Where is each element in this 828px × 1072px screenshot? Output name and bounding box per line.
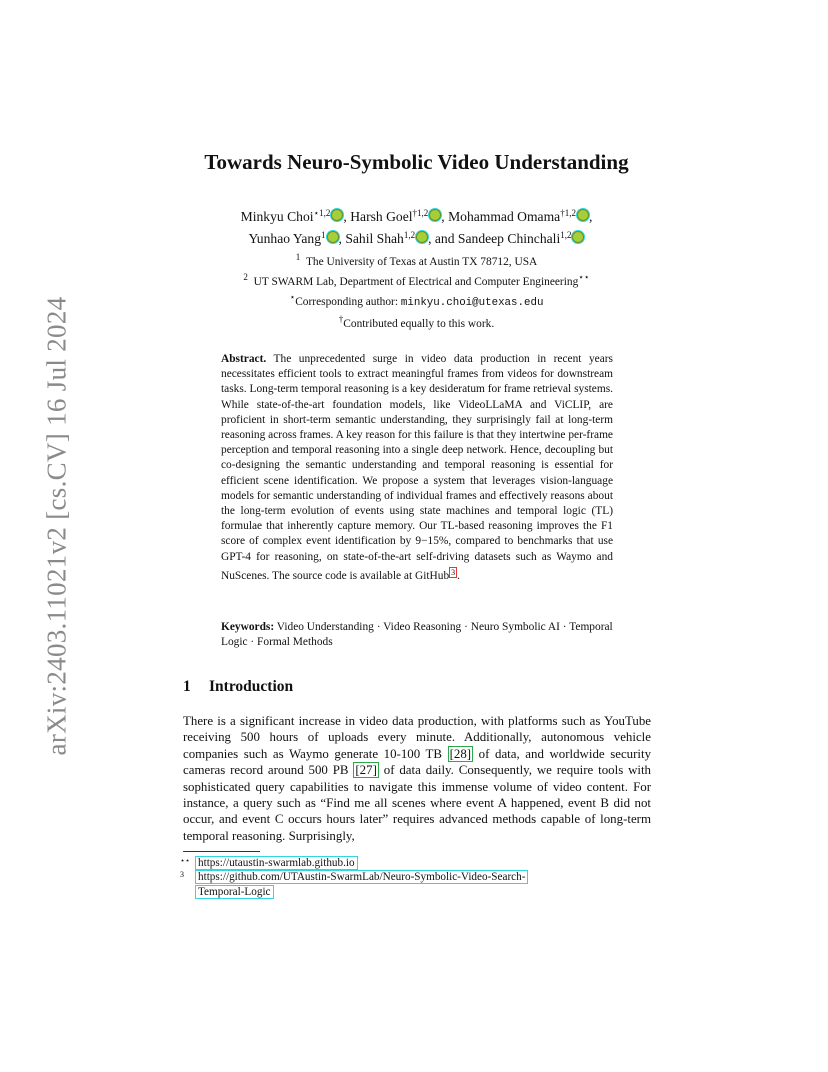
author-separator: , and: [428, 231, 458, 246]
abstract-label: Abstract.: [221, 353, 267, 365]
author-separator: ,: [441, 209, 449, 224]
author-list: [150, 204, 683, 248]
affiliations: [150, 250, 683, 332]
footnote-divider: [183, 851, 260, 852]
footnote-3-continued: [183, 885, 651, 899]
author-separator: ,: [338, 231, 346, 246]
intro-text: There is a significant increase in video data production, with platforms such as YouTube receiving 500 hours of uploads every minute. Additionally, autonomous vehicle companies such as Waymo generate 10-100 TB: [183, 714, 651, 761]
author-superscript: 1,2: [560, 230, 572, 240]
orcid-icon[interactable]: [577, 209, 589, 221]
author-separator: ,: [343, 209, 351, 224]
author-superscript: 1: [321, 230, 326, 240]
author-name: Mohammad Omama: [448, 209, 561, 224]
author-superscript: ⋆1,2: [313, 208, 331, 218]
footnote-mark: ⋆⋆: [180, 856, 191, 865]
section-title: Introduction: [209, 678, 294, 695]
footnote-url[interactable]: https://github.com/UTAustin-SwarmLab/Neuro-Symbolic-Video-Search-: [195, 870, 528, 884]
author-name: Sahil Shah: [345, 231, 404, 246]
introduction-paragraph: [183, 713, 651, 844]
footnote-mark[interactable]: ⋆⋆: [578, 272, 590, 283]
affiliation-mark: 1: [295, 252, 301, 262]
abstract-text: The unprecedented surge in video data production in recent years necessitates efficient tools to extract meaningful frames from videos for downstream tasks. Long-term temporal reasoning is a key desideratum for frame retrieval systems. While state-of-the-art foundation models, like VideoLLaMA and ViCLIP, are proficient in short-term semantic understanding, they surprisingly fail at long-term reasoning across frames. A key reason for this failure is that they intertwine per-frame perception and temporal reasoning into a single deep network. Hence, decoupling but co-designing the semantic understanding and temporal reasoning is essential for efficient scene identification. We propose a system that leverages vision-language models for semantic understanding of individual frames and effectively reasons about the long-term evolution of events using state machines and temporal logic (TL) formulae that inherently capture memory. Our TL-based reasoning improves the F1 score of complex event identification by 9−15%, compared to benchmarks that use GPT-4 for reasoning, on state-of-the-art self-driving datasets such as Waymo and NuScenes. The source code is available at GitHub: [221, 353, 613, 582]
author-name: Harsh Goel: [350, 209, 413, 224]
footnote-url[interactable]: https://utaustin-swarmlab.github.io: [195, 856, 358, 870]
author-superscript: †1,2: [412, 208, 429, 218]
footnotes: [180, 856, 651, 899]
footnote-1: [180, 856, 651, 870]
dagger-mark: †: [338, 313, 344, 324]
author-superscript: 1,2: [403, 230, 416, 240]
citation-link[interactable]: [27]: [355, 763, 377, 778]
corresponding-email[interactable]: minkyu.choi@utexas.edu: [400, 297, 544, 310]
citation-link[interactable]: [28]: [449, 746, 472, 761]
orcid-icon[interactable]: [327, 231, 339, 243]
footnote-mark: 3: [180, 870, 184, 880]
affiliation-2: [150, 270, 683, 290]
affiliation-mark: 2: [243, 272, 248, 283]
footnote-link[interactable]: 3: [451, 567, 456, 577]
affiliation-text: The University of Texas at Austin TX 78712, USA: [305, 256, 538, 268]
abstract-end: .: [457, 569, 461, 582]
intro-text: of data, and worldwide security cameras record around 500 PB: [183, 746, 652, 778]
section-number: 1: [183, 678, 191, 695]
affiliation-text: UT SWARM Lab, Department of Electrical and Computer Engineering: [253, 276, 579, 289]
orcid-icon[interactable]: [429, 209, 441, 221]
keywords-label: Keywords:: [221, 621, 275, 633]
author-line-1: [150, 204, 683, 226]
orcid-icon[interactable]: [331, 209, 343, 221]
abstract: [221, 352, 613, 584]
footnote-3: [180, 870, 651, 884]
keywords-text: Video Understanding · Video Reasoning · Neuro Symbolic AI · Temporal Logic · Formal Methods: [221, 621, 613, 649]
author-name: Minkyu Choi: [240, 209, 314, 224]
equal-contribution-note: [150, 312, 683, 332]
author-name: Sandeep Chinchali: [457, 231, 561, 246]
author-separator: ,: [588, 209, 593, 224]
author-name: Yunhao Yang: [248, 231, 322, 246]
orcid-icon[interactable]: [572, 231, 584, 243]
orcid-icon[interactable]: [416, 231, 428, 243]
intro-text: of data daily. Consequently, we require tools with sophisticated query capabilities to navigate this immense volume of video content. For instance, a query such as “Find me all scenes where event A happened, event B did not occur, and event C occurs hours later” requires advanced methods capable of long-term temporal reasoning. Surprisingly,: [183, 763, 651, 843]
keywords: [221, 620, 613, 650]
section-heading: [183, 678, 293, 696]
affiliation-1: [150, 250, 683, 270]
corresponding-author: [150, 290, 683, 311]
equal-contribution-text: Contributed equally to this work.: [343, 317, 495, 330]
author-line-2: [150, 226, 683, 248]
corresponding-label: Corresponding author:: [295, 296, 401, 309]
arxiv-identifier[interactable]: arXiv:2403.11021v2 [cs.CV] 16 Jul 2024: [41, 296, 72, 756]
corresponding-mark: ⋆: [289, 292, 296, 303]
footnote-url-continued[interactable]: Temporal-Logic: [195, 885, 274, 899]
paper-title: Towards Neuro-Symbolic Video Understanding: [204, 150, 629, 174]
author-superscript: †1,2: [560, 208, 576, 218]
